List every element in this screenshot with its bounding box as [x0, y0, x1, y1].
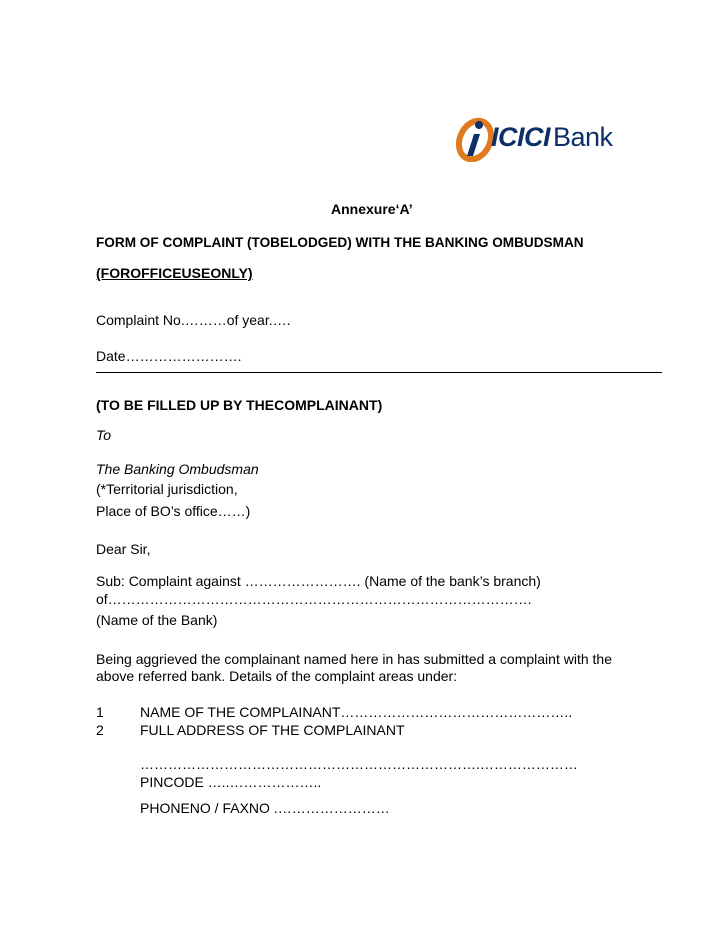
phone-fax-field: PHONENO / FAXNO .…………………… [140, 800, 390, 816]
item-text: NAME OF THE COMPLAINANT………………………………………….. [140, 704, 573, 720]
logo-brand-name: ICICI [491, 122, 551, 152]
bank-name-line: (Name of the Bank) [96, 612, 218, 628]
item-number: 2 [96, 722, 104, 738]
addressee: The Banking Ombudsman [96, 461, 259, 477]
jurisdiction-line: (*Territorial jurisdiction, [96, 481, 238, 497]
paragraph-line-1: Being aggrieved the complainant named here in has submitted a complaint with the [96, 651, 612, 667]
icici-i-logo-icon [455, 116, 495, 162]
complaint-number-field: Complaint No.………of year.…. [96, 312, 291, 328]
logo-wordmark [491, 122, 613, 153]
form-title: FORM OF COMPLAINT (TOBELODGED) WITH THE BANKING OMBUDSMAN [96, 235, 584, 250]
salutation: Dear Sir, [96, 541, 151, 557]
item-number: 1 [96, 704, 104, 720]
icici-bank-logo [455, 116, 665, 162]
filled-by-heading: (TO BE FILLED UP BY THECOMPLAINANT) [96, 397, 383, 413]
logo-bank-word: Bank [553, 122, 613, 152]
paragraph-line-2: above referred bank. Details of the complaint areas under: [96, 668, 458, 684]
bo-office-line: Place of BO’s office……) [96, 503, 251, 519]
item-text: FULL ADDRESS OF THE COMPLAINANT [140, 722, 405, 738]
annexure-heading: Annexure‘A’ [331, 201, 413, 217]
subject-line-2: of………………………………………………………………………………. [96, 591, 532, 607]
pincode-field: PINCODE …..……………….. [140, 774, 322, 790]
subject-line-1: Sub: Complaint against ……………………. (Name of the bank’s branch) [96, 573, 541, 589]
address-blank-line: ……………………………………………………………….………………… [140, 756, 578, 772]
to-label: To [96, 427, 112, 443]
date-field: Date……………………. [96, 348, 242, 364]
office-use-label: (FOROFFICEUSEONLY) [96, 265, 253, 281]
horizontal-rule [96, 372, 662, 373]
